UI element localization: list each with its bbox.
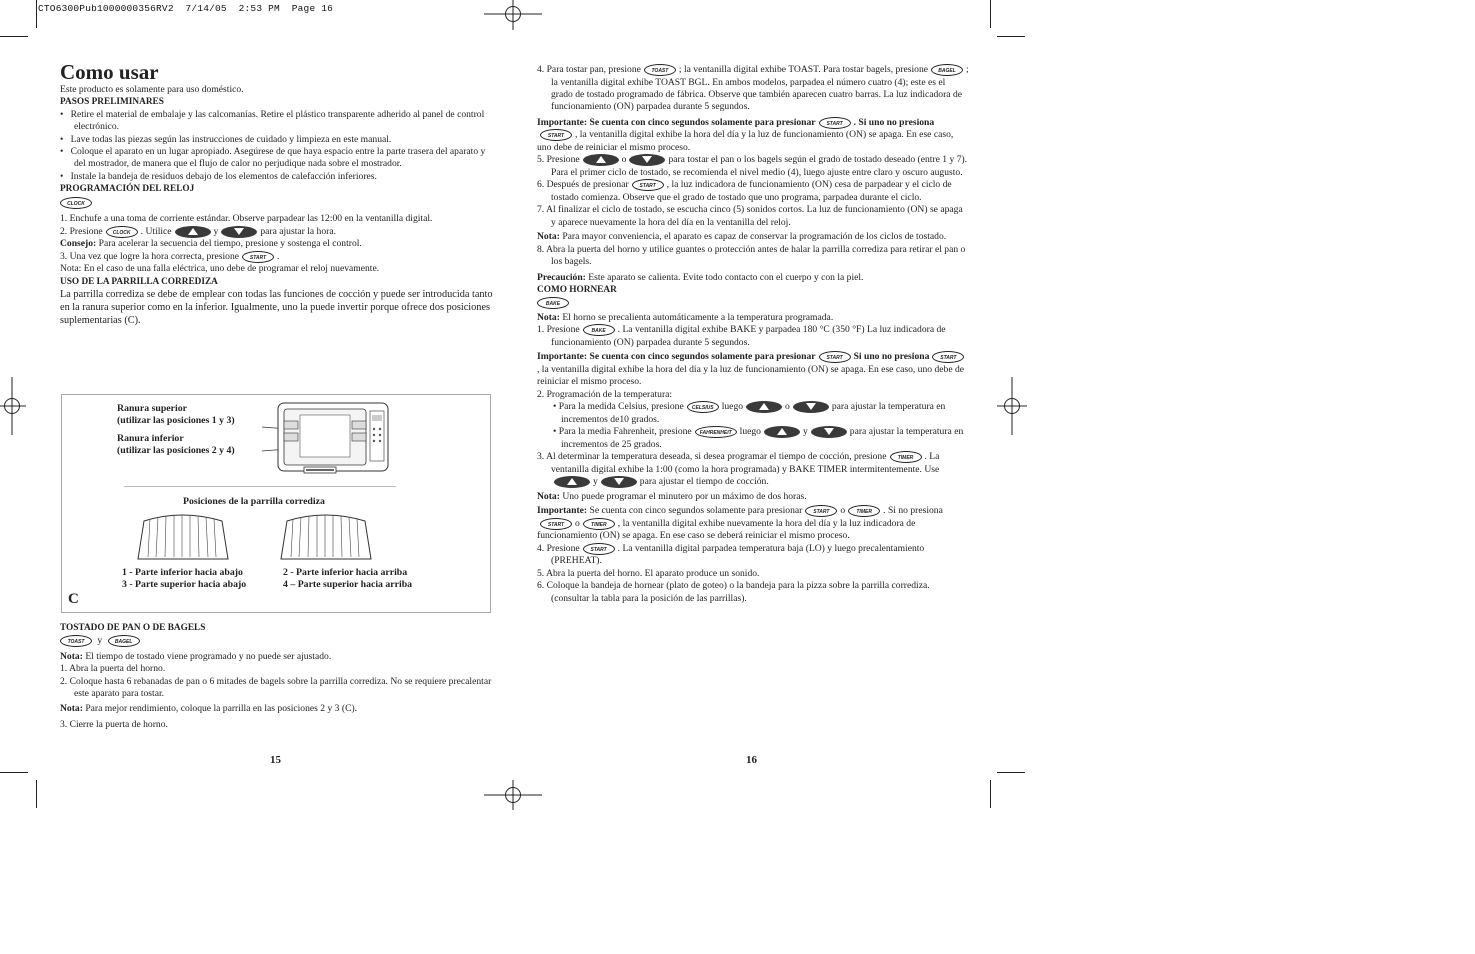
list-item: 4. Para tostar pan, presione TOAST ; la ventanilla digital exhibe TOAST. Para tostar bagels, presione BAGEL ; la ventanilla digital exhibe TOAST BGL. En ambos modelos, parpadea el número cuatro (4); este es el grado de tostado programado de fábrica. Observe que también aparecen cuatro barras. La luz indicadora de funcionamiento (ON) parpadea durante 5 segundos. — [537, 64, 969, 113]
section-heading: COMO HORNEAR — [537, 284, 617, 295]
crop-mark — [0, 772, 28, 773]
crop-mark — [997, 772, 1025, 773]
page-number: 16 — [746, 754, 757, 766]
figure-letter: C — [68, 591, 79, 607]
section-heading: PROGRAMACIÓN DEL RELOJ — [60, 184, 195, 195]
note-text: Nota: Para mejor rendimiento, coloque la parrilla en las posiciones 2 y 3 (C). — [60, 702, 358, 714]
intro-text: Este producto es solamente para uso doméstico. — [60, 84, 244, 95]
page-number: 15 — [270, 754, 281, 766]
left-page-column-lower: TOSTADO DE PAN O DE BAGELS TOAST y BAGEL Nota: El tiempo de tostado viene programado y no puede ser ajustado. 1. Abra la puerta del horno. 2. Coloque hasta 6 rebanadas de pan o 6 mitades de bagels sobre la parrilla corrediza. No se requiere precalentar este aparato para tostar. Nota: Para mejor rendimiento, coloque la parrilla en las posiciones 2 y 3 (C). 3. Cierre la puerta de horno. — [60, 622, 494, 731]
figure-rack-positions — [61, 394, 491, 613]
crop-mark — [36, 0, 37, 28]
section-heading: USO DE LA PARRILLA CORREDIZA — [60, 276, 218, 287]
list-item: 6. Después de presionar START , la luz indicadora de funcionamiento (ON) cesa de parpadear y el ciclo de tostado comienza. Observe que el grado de tostado que uno programa, parpadea durante el ciclo. — [537, 179, 952, 204]
list-item: 1. Abra la puerta del horno. — [60, 663, 166, 675]
caution-text: Precaución: Este aparato se calienta. Evite todo contacto con el cuerpo y con la piel. — [537, 271, 864, 283]
important-text: Importante: Se cuenta con cinco segundos solamente para presionar START . Si uno no presionaSTART , la ventanilla digital exhibe la hora del día y la luz de funcionamiento (ON) se apaga. En ese caso, uno debe de reiniciar el mismo proceso. — [537, 117, 954, 154]
crop-mark — [990, 780, 991, 808]
up-arrow-button-icon — [554, 476, 590, 488]
figure-label: 2 - Parte inferior hacia arriba 4 – Parte superior hacia arriba — [283, 567, 413, 590]
figure-label: Ranura inferior (utilizar las posiciones 2 y 4) — [117, 433, 235, 456]
list-item: • Lave todas las piezas según las instrucciones de cuidado y limpieza en este manual. — [60, 133, 392, 145]
list-item: 2. Presione CLOCK . Utilice y para ajustar la hora. — [60, 225, 336, 237]
paragraph: La parrilla corrediza se debe de emplear con todas las funciones de cocción y puede ser introducida tanto en la ranura superior como en la inferior. Igualmente, uno la puede invertir porque ofrece dos posiciones suplementarias (C). — [60, 289, 493, 327]
figure-label: 1 - Parte inferior hacia abajo 3 - Parte superior hacia abajo — [122, 567, 247, 590]
list-item: 1. Enchufe a una toma de corriente estándar. Observe parpadear las 12:00 en la ventanilla digital. — [60, 213, 433, 225]
bagel-button-icon: BAGEL — [931, 64, 963, 76]
list-item: 3. Al determinar la temperatura deseada, si desea programar el tiempo de cocción, presione TIMER . La ventanilla digital exhibe la 1:00 (como la hora programada) y BAKE TIMER intermitentemente. Use y para ajustar el tiempo de cocción. — [537, 451, 940, 488]
figure-divider — [124, 486, 396, 487]
timer-button-icon: TIMER — [890, 451, 922, 463]
start-button-icon: START — [819, 351, 851, 363]
start-button-icon: START — [819, 117, 851, 129]
crop-mark — [36, 780, 37, 808]
crop-mark — [990, 0, 991, 28]
tip-text: Consejo: Para acelerar la secuencia del tiempo, presione y sostenga el control. — [60, 238, 362, 250]
list-item: • Coloque el aparato en un lugar apropiado. Asegúrese de que haya espacio entre la parte trasera del aparato y del mostrador, de manera que el flujo de calor no perjudique nada sobre el mostrador. — [60, 146, 486, 170]
list-item: 5. Abra la puerta del horno. El aparato produce un sonido. — [537, 567, 760, 579]
down-arrow-button-icon — [629, 154, 665, 166]
note-text: Nota: El horno se precalienta automáticamente a la temperatura programada. — [537, 311, 834, 323]
toast-button-icon: TOAST — [60, 635, 92, 647]
down-arrow-button-icon — [221, 226, 257, 238]
clock-button-icon: CLOCK — [60, 197, 92, 209]
up-arrow-button-icon — [746, 401, 782, 413]
down-arrow-button-icon — [811, 426, 847, 438]
bake-button-icon: BAKE — [537, 297, 569, 309]
start-button-icon: START — [932, 351, 964, 363]
list-item: 1. Presione BAKE . La ventanilla digital exhibe BAKE y parpadea 180 °C (350 °F) La luz indicadora de funcionamiento (ON) parpadea durante 5 segundos. — [537, 324, 946, 348]
list-item: • Para la medida Celsius, presione CELSIUS luego o para ajustar la temperatura en incrementos de10 grados. — [553, 401, 946, 425]
start-button-icon: START — [583, 543, 615, 555]
important-text: Importante: Se cuenta con cinco segundos solamente para presionar START o TIMER . Si no presionaSTART o TIMER , la ventanilla digital exhibe nuevamente la hora del día y la luz indicadora de funcionamiento (ON) se apaga. En ese caso se deberá reiniciar el mismo proceso. — [537, 505, 943, 542]
list-item: • Retire el material de embalaje y las calcomanías. Retire el plástico transparente adherido al panel de control electrónico. — [60, 108, 485, 133]
crop-mark — [0, 36, 28, 37]
note-text: Nota: En el caso de una falla eléctrica, uno debe de programar el reloj nuevamente. — [60, 263, 380, 275]
oven-illustration — [260, 401, 390, 481]
toast-button-icon: TOAST — [644, 64, 676, 76]
right-page-column — [537, 64, 969, 605]
up-arrow-button-icon — [175, 226, 211, 238]
rack-illustration — [134, 511, 234, 563]
list-item: 6. Coloque la bandeja de hornear (plato de goteo) o la bandeja para la pizza sobre la parrilla corrediza. (consultar la tabla para la posición de las parrillas). — [537, 580, 930, 604]
list-item: 3. Una vez que logre la hora correcta, presione START . — [60, 250, 280, 262]
note-text: Nota: El tiempo de tostado viene programado y no puede ser ajustado. — [60, 651, 332, 663]
note-text: Nota: Uno puede programar el minutero por un máximo de dos horas. — [537, 490, 807, 502]
start-button-icon: START — [540, 129, 572, 141]
section-heading: TOSTADO DE PAN O DE BAGELS — [60, 623, 206, 633]
page-title: Como usar — [60, 60, 159, 84]
down-arrow-button-icon — [601, 476, 637, 488]
bagel-button-icon: BAGEL — [108, 635, 140, 647]
crop-mark — [997, 36, 1025, 37]
registration-mark — [484, 780, 542, 810]
start-button-icon: START — [805, 505, 837, 517]
timer-button-icon: TIMER — [848, 505, 880, 517]
list-item: 8. Abra la puerta del horno y utilice guantes o protección antes de halar la parrilla corrediza para retirar el pan o los bagels. — [537, 243, 966, 268]
list-item: 2. Coloque hasta 6 rebanadas de pan o 6 mitades de bagels sobre la parrilla corrediza. No se requiere precalentar este aparato para tostar. — [60, 675, 492, 700]
up-arrow-button-icon — [583, 154, 619, 166]
list-item: 3. Cierre la puerta de horno. — [60, 719, 168, 731]
list-item: • Instale la bandeja de residuos debajo de los elementos de calefacción inferiores. — [60, 170, 377, 182]
up-arrow-button-icon — [764, 426, 800, 438]
rack-illustration — [277, 511, 377, 563]
list-item: 2. Programación de la temperatura: — [537, 388, 673, 400]
left-page-column — [60, 60, 494, 327]
celsius-button-icon: CELSIUS — [687, 401, 719, 413]
figure-label: Posiciones de la parrilla corrediza — [183, 496, 325, 507]
note-text: Nota: Para mayor conveniencia, el aparato es capaz de conservar la programación de los ciclos de tostado. — [537, 231, 947, 243]
start-button-icon: START — [632, 179, 664, 191]
fahrenheit-button-icon: FAHRENHEIT — [695, 426, 737, 438]
figure-label: Ranura superior (utilizar las posiciones 1 y 3) — [117, 403, 235, 426]
clock-button-icon: CLOCK — [106, 226, 138, 238]
list-item: 5. Presione o para tostar el pan o los bagels según el grado de tostado deseado (entre 1 y 7). Para el primer ciclo de tostado, se recomienda el nivel medio (4), luego ajuste entre claro y oscuro augusto. — [537, 154, 968, 179]
list-item: 7. Al finalizar el ciclo de tostado, se escucha cinco (5) sonidos cortos. La luz de funcionamiento (ON) se apaga y aparece nuevamente la hora del día en la ventanilla del reloj. — [537, 204, 963, 228]
registration-mark — [484, 0, 542, 30]
bake-button-icon: BAKE — [583, 324, 615, 336]
timer-button-icon: TIMER — [583, 518, 615, 530]
list-item: 4. Presione START . La ventanilla digital parpadea temperatura baja (LO) y luego precalentamiento (PREHEAT). — [537, 543, 925, 567]
start-button-icon: START — [242, 251, 274, 263]
registration-mark — [997, 377, 1027, 435]
registration-mark — [0, 377, 26, 435]
print-slug: CTO6300Pub1000000356RV2 7/14/05 2:53 PM Page 16 — [38, 3, 334, 14]
start-button-icon: START — [540, 518, 572, 530]
section-heading: PASOS PRELIMINARES — [60, 97, 164, 108]
list-item: • Para la media Fahrenheit, presione FAHRENHEIT luego y para ajustar la temperatura en incrementos de 25 grados. — [553, 426, 964, 450]
important-text: Importante: Se cuenta con cinco segundos solamente para presionar START Si uno no presiona START, la ventanilla digital exhibe la hora del día y la luz de funcionamiento (ON) se apaga. En ese caso, uno debe de reiniciar el mismo proceso. — [537, 351, 965, 388]
down-arrow-button-icon — [793, 401, 829, 413]
